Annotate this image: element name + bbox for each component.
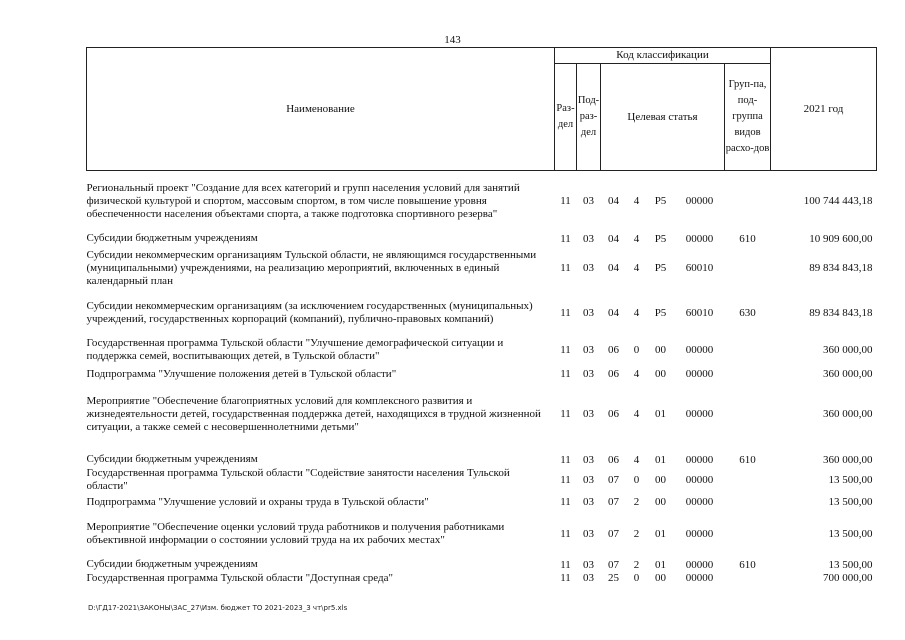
cell-amount: 13 500,00 xyxy=(828,496,873,508)
cell-target-4: 00000 xyxy=(685,195,714,208)
cell-target-1: 06 xyxy=(608,368,619,380)
cell-target-4: 00000 xyxy=(685,232,714,245)
cell-target-4: 00000 xyxy=(685,473,714,486)
budget-table xyxy=(86,47,877,585)
cell-razdel: 11 xyxy=(560,306,571,319)
cell-target-4: 60010 xyxy=(685,306,714,319)
page-number: 143 xyxy=(444,34,461,46)
row-name: Региональный проект "Создание для всех категорий и групп населения условий для занятий физической культурой и спортом, массовым спортом, в том числе повышение уровня обеспеченности населения объектами спорта, а также подготовка спортивного резерва" xyxy=(86,181,520,220)
row-name: Субсидии бюджетным учреждениям xyxy=(86,452,258,465)
cell-target-1: 07 xyxy=(608,528,619,540)
cell-podrazdel: 03 xyxy=(583,572,594,584)
cell-razdel: 11 xyxy=(560,344,571,356)
cell-target-4: 00000 xyxy=(685,344,714,356)
header-razdel: Раз-дел xyxy=(555,64,577,171)
cell-razdel: 11 xyxy=(560,496,571,508)
row-name: Субсидии некоммерческим организациям Тульской области, не являющимся государственными (муниципальными) учреждениями, на реализацию мероприятий, включенных в единый календарный план xyxy=(86,248,537,287)
cell-podrazdel: 03 xyxy=(583,306,594,319)
cell-target-2: 0 xyxy=(633,473,640,486)
cell-target-1: 06 xyxy=(608,344,619,356)
cell-podrazdel: 03 xyxy=(583,528,594,540)
cell-group: 610 xyxy=(739,232,756,245)
cell-amount: 700 000,00 xyxy=(823,572,873,584)
cell-target-4: 00000 xyxy=(685,453,714,466)
cell-target-2: 4 xyxy=(633,262,640,274)
cell-target-2: 2 xyxy=(633,528,640,540)
cell-target-1: 04 xyxy=(608,195,619,208)
header-podrazdel: Под-раз-дел xyxy=(577,64,601,171)
cell-target-2: 0 xyxy=(633,344,640,356)
row-name: Государственная программа Тульской области "Улучшение демографической ситуации и поддержка семей, воспитывающих детей, в Тульской области" xyxy=(86,337,504,362)
cell-target-1: 07 xyxy=(608,473,619,486)
cell-target-1: 06 xyxy=(608,408,619,420)
cell-podrazdel: 03 xyxy=(583,496,594,508)
cell-amount: 13 500,00 xyxy=(828,473,873,486)
cell-podrazdel: 03 xyxy=(583,558,594,571)
cell-target-1: 04 xyxy=(608,262,619,274)
cell-target-1: 07 xyxy=(608,496,619,508)
cell-amount: 13 500,00 xyxy=(828,558,873,571)
row-name: Субсидии бюджетным учреждениям xyxy=(86,232,258,244)
cell-amount: 360 000,00 xyxy=(823,408,873,420)
cell-target-4: 00000 xyxy=(685,528,714,540)
cell-target-2: 2 xyxy=(633,558,640,571)
cell-target-3: 01 xyxy=(655,408,666,420)
cell-target-3: P5 xyxy=(654,306,667,319)
cell-target-3: 01 xyxy=(655,453,666,466)
cell-amount: 89 834 843,18 xyxy=(809,262,873,274)
cell-target-4: 00000 xyxy=(685,572,714,584)
cell-target-2: 4 xyxy=(633,453,640,466)
header-year: 2021 год xyxy=(771,48,877,171)
cell-podrazdel: 03 xyxy=(583,232,594,245)
cell-razdel: 11 xyxy=(560,558,571,571)
cell-group: 610 xyxy=(739,453,756,466)
cell-group xyxy=(725,383,771,446)
cell-target-2: 4 xyxy=(633,408,640,420)
cell-podrazdel: 03 xyxy=(583,408,594,420)
cell-razdel: 11 xyxy=(560,528,571,540)
cell-razdel: 11 xyxy=(560,453,571,466)
cell-podrazdel: 03 xyxy=(583,368,594,380)
row-name: Субсидии бюджетным учреждениям xyxy=(86,558,258,570)
cell-target-1: 25 xyxy=(608,572,619,584)
cell-amount: 100 744 443,18 xyxy=(803,195,873,208)
row-name: Подпрограмма "Улучшение положения детей в Тульской области" xyxy=(86,367,397,380)
cell-target-1: 07 xyxy=(608,558,619,571)
cell-target-3: 01 xyxy=(655,558,666,571)
cell-razdel: 11 xyxy=(560,232,571,245)
cell-target-3: 00 xyxy=(655,344,666,356)
cell-group xyxy=(725,494,771,511)
cell-target-3: 00 xyxy=(655,368,666,380)
cell-group xyxy=(725,335,771,366)
cell-target-1: 06 xyxy=(608,453,619,466)
cell-target-2: 4 xyxy=(633,195,640,208)
footer-file-path: D:\ГД17-2021\ЗАКОНЫ\ЗАС_27\Изм. бюджет ТО 2021-2023_3 чт\pr5.xls xyxy=(88,604,348,612)
row-name: Государственная программа Тульской области "Доступная среда" xyxy=(86,571,394,584)
table-header xyxy=(87,48,877,171)
cell-amount: 13 500,00 xyxy=(828,528,873,540)
cell-target-4: 00000 xyxy=(685,408,714,420)
cell-amount: 10 909 600,00 xyxy=(809,232,873,245)
cell-podrazdel: 03 xyxy=(583,473,594,486)
cell-razdel: 11 xyxy=(560,262,571,274)
cell-group xyxy=(725,366,771,383)
cell-razdel: 11 xyxy=(560,408,571,420)
cell-target-4: 00000 xyxy=(685,558,714,571)
cell-amount: 89 834 843,18 xyxy=(809,306,873,319)
cell-target-1: 04 xyxy=(608,232,619,245)
cell-podrazdel: 03 xyxy=(583,453,594,466)
cell-amount: 360 000,00 xyxy=(823,368,873,380)
cell-target-3: 00 xyxy=(655,496,666,508)
cell-target-4: 00000 xyxy=(685,368,714,380)
cell-group xyxy=(725,246,771,291)
cell-razdel: 11 xyxy=(560,368,571,380)
cell-group xyxy=(725,171,771,232)
cell-group xyxy=(725,572,771,585)
row-name: Мероприятие "Обеспечение благоприятных условий для комплексного развития и жизнедеятельности детей, государственная поддержка детей, находящихся в трудной жизненной ситуации, а также семей с несовершеннолетними детьми" xyxy=(86,394,541,433)
cell-group xyxy=(725,466,771,494)
cell-target-3: 00 xyxy=(655,473,666,486)
cell-target-2: 0 xyxy=(633,572,640,584)
header-name: Наименование xyxy=(87,48,555,171)
cell-target-4: 00000 xyxy=(685,496,714,508)
header-group: Груп-па, под-группа видов расхо-дов xyxy=(725,64,771,171)
cell-target-3: 01 xyxy=(655,528,666,540)
cell-amount: 360 000,00 xyxy=(823,453,873,466)
cell-target-2: 4 xyxy=(633,306,640,319)
cell-target-4: 60010 xyxy=(685,262,714,274)
cell-razdel: 11 xyxy=(560,473,571,486)
cell-razdel: 11 xyxy=(560,572,571,584)
cell-razdel: 11 xyxy=(560,195,571,208)
cell-target-3: P5 xyxy=(654,262,667,274)
cell-amount: 360 000,00 xyxy=(823,344,873,356)
row-name: Подпрограмма "Улучшение условий и охраны труда в Тульской области" xyxy=(86,495,429,508)
cell-group: 610 xyxy=(739,558,756,571)
cell-target-3: 00 xyxy=(655,572,666,584)
cell-group: 630 xyxy=(739,306,756,319)
row-name: Субсидии некоммерческим организациям (за исключением государственных (муниципальных) учреждений, государственных корпораций (компаний), публично-правовых компаний) xyxy=(86,299,533,325)
cell-podrazdel: 03 xyxy=(583,344,594,356)
cell-podrazdel: 03 xyxy=(583,195,594,208)
cell-target-3: P5 xyxy=(654,232,667,245)
cell-podrazdel: 03 xyxy=(583,262,594,274)
cell-target-2: 2 xyxy=(633,496,640,508)
row-name: Мероприятие "Обеспечение оценки условий труда работников и получения работниками объективной информации о состоянии условий труда на их рабочих местах" xyxy=(86,521,505,546)
cell-target-2: 4 xyxy=(633,368,640,380)
cell-target-1: 04 xyxy=(608,306,619,319)
cell-target-3: P5 xyxy=(654,195,667,208)
row-name: Государственная программа Тульской области "Содействие занятости населения Тульской области" xyxy=(86,466,510,492)
header-classification: Код классификации xyxy=(555,48,771,64)
cell-target-2: 4 xyxy=(633,232,640,245)
cell-group xyxy=(725,511,771,558)
header-target: Целевая статья xyxy=(601,64,725,171)
